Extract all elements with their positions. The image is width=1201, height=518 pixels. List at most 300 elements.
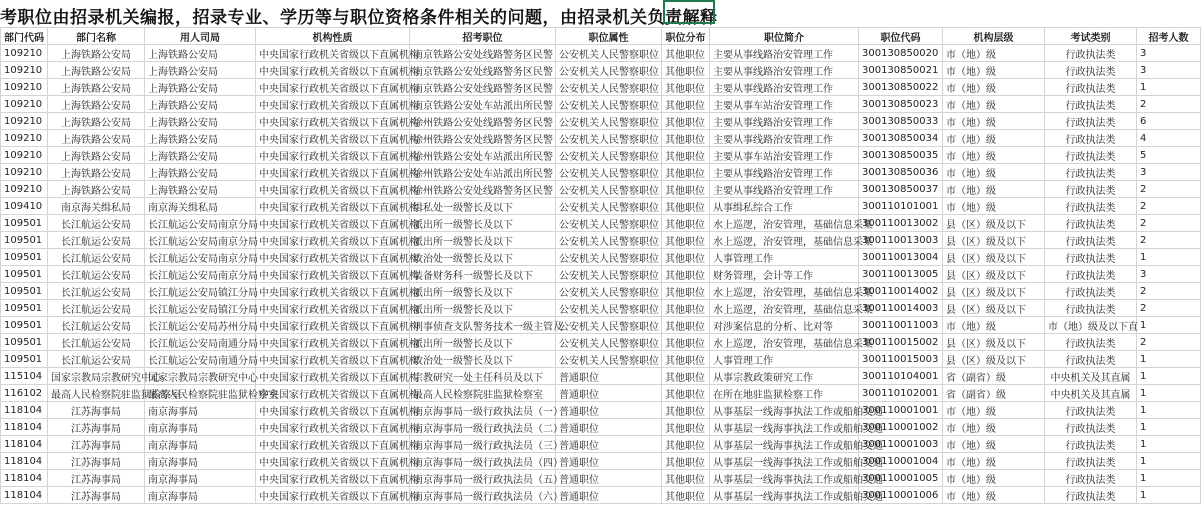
table-cell[interactable]: 公安机关人民警察职位 bbox=[556, 198, 662, 215]
table-cell[interactable]: 中央国家行政机关省级以下直属机构 bbox=[256, 283, 410, 300]
table-cell[interactable]: 其他职位 bbox=[662, 215, 710, 232]
table-row[interactable] bbox=[1, 266, 1201, 283]
table-row[interactable] bbox=[1, 385, 1201, 402]
table-cell[interactable]: 上海铁路公安局 bbox=[48, 45, 145, 62]
table-cell[interactable]: 行政执法类 bbox=[1045, 62, 1137, 79]
table-cell[interactable]: 300110001004 bbox=[859, 453, 943, 470]
table-row[interactable] bbox=[1, 334, 1201, 351]
table-cell[interactable]: 财务管理，会计等工作 bbox=[710, 266, 859, 283]
table-cell[interactable]: 从事基层一线海事执法工作或船舶交通 bbox=[710, 470, 859, 487]
table-cell[interactable]: 300130850023 bbox=[859, 96, 943, 113]
table-row[interactable] bbox=[1, 453, 1201, 470]
table-cell[interactable]: 南京铁路公安处线路警务区民警 bbox=[410, 45, 556, 62]
table-cell[interactable]: 中央国家行政机关省级以下直属机构 bbox=[256, 453, 410, 470]
column-header[interactable]: 招考人数 bbox=[1137, 28, 1201, 45]
table-cell[interactable]: 300110015002 bbox=[859, 334, 943, 351]
table-cell[interactable]: 县（区）级及以下 bbox=[943, 215, 1045, 232]
table-cell[interactable]: 2 bbox=[1137, 283, 1201, 300]
table-row[interactable] bbox=[1, 470, 1201, 487]
table-cell[interactable]: 行政执法类 bbox=[1045, 45, 1137, 62]
column-header[interactable]: 招考职位 bbox=[410, 28, 556, 45]
table-cell[interactable]: 109501 bbox=[1, 283, 48, 300]
table-cell[interactable]: 县（区）级及以下 bbox=[943, 266, 1045, 283]
table-row[interactable] bbox=[1, 96, 1201, 113]
table-cell[interactable]: 行政执法类 bbox=[1045, 164, 1137, 181]
table-cell[interactable]: 水上巡逻，治安管理，基础信息采集 bbox=[710, 215, 859, 232]
table-cell[interactable]: 上海铁路公安局 bbox=[48, 147, 145, 164]
table-cell[interactable]: 中央国家行政机关省级以下直属机构 bbox=[256, 232, 410, 249]
table-cell[interactable]: 长江航运公安局 bbox=[48, 249, 145, 266]
table-cell[interactable]: 从事基层一线海事执法工作或船舶交通 bbox=[710, 453, 859, 470]
table-cell[interactable]: 300130850034 bbox=[859, 130, 943, 147]
table-cell[interactable]: 南京海事局 bbox=[145, 402, 256, 419]
table-cell[interactable]: 2 bbox=[1137, 300, 1201, 317]
table-cell[interactable]: 1 bbox=[1137, 453, 1201, 470]
table-cell[interactable]: 主要从事车站治安管理工作 bbox=[710, 147, 859, 164]
table-cell[interactable]: 派出所一级警长及以下 bbox=[410, 300, 556, 317]
table-cell[interactable]: 中央国家行政机关省级以下直属机构 bbox=[256, 334, 410, 351]
spreadsheet-grid[interactable] bbox=[0, 27, 1201, 504]
table-cell[interactable]: 水上巡逻，治安管理，基础信息采集 bbox=[710, 334, 859, 351]
table-cell[interactable]: 1 bbox=[1137, 368, 1201, 385]
table-cell[interactable]: 上海铁路公安局 bbox=[145, 181, 256, 198]
table-cell[interactable]: 最高人民检察院驻监狱检察室 bbox=[48, 385, 145, 402]
column-header[interactable]: 职位代码 bbox=[859, 28, 943, 45]
table-cell[interactable]: 其他职位 bbox=[662, 368, 710, 385]
table-row[interactable] bbox=[1, 181, 1201, 198]
table-cell[interactable]: 政治处一级警长及以下 bbox=[410, 249, 556, 266]
table-cell[interactable]: 上海铁路公安局 bbox=[145, 164, 256, 181]
table-cell[interactable]: 中央国家行政机关省级以下直属机构 bbox=[256, 181, 410, 198]
table-cell[interactable]: 江苏海事局 bbox=[48, 470, 145, 487]
table-cell[interactable]: 行政执法类 bbox=[1045, 130, 1137, 147]
table-cell[interactable]: 中央国家行政机关省级以下直属机构 bbox=[256, 215, 410, 232]
table-cell[interactable]: 109210 bbox=[1, 62, 48, 79]
table-cell[interactable]: 其他职位 bbox=[662, 249, 710, 266]
table-cell[interactable]: 南京海事局 bbox=[145, 419, 256, 436]
table-cell[interactable]: 省（副省）级 bbox=[943, 385, 1045, 402]
table-cell[interactable]: 2 bbox=[1137, 334, 1201, 351]
column-header[interactable]: 机构层级 bbox=[943, 28, 1045, 45]
table-cell[interactable]: 行政执法类 bbox=[1045, 351, 1137, 368]
table-cell[interactable]: 其他职位 bbox=[662, 62, 710, 79]
table-cell[interactable]: 109210 bbox=[1, 79, 48, 96]
table-cell[interactable]: 行政执法类 bbox=[1045, 181, 1137, 198]
table-cell[interactable]: 江苏海事局 bbox=[48, 453, 145, 470]
table-cell[interactable]: 南京海关缉私局 bbox=[48, 198, 145, 215]
table-cell[interactable]: 其他职位 bbox=[662, 487, 710, 504]
table-cell[interactable]: 行政执法类 bbox=[1045, 283, 1137, 300]
table-cell[interactable]: 中央国家行政机关省级以下直属机构 bbox=[256, 436, 410, 453]
table-cell[interactable]: 主要从事线路治安管理工作 bbox=[710, 79, 859, 96]
table-cell[interactable]: 主要从事线路治安管理工作 bbox=[710, 113, 859, 130]
table-cell[interactable]: 中央机关及其直属 bbox=[1045, 368, 1137, 385]
table-cell[interactable]: 300110001003 bbox=[859, 436, 943, 453]
table-cell[interactable]: 南京海事局一级行政执法员（五） bbox=[410, 470, 556, 487]
table-cell[interactable]: 109501 bbox=[1, 232, 48, 249]
table-cell[interactable]: 市（地）级 bbox=[943, 487, 1045, 504]
table-cell[interactable]: 行政执法类 bbox=[1045, 113, 1137, 130]
table-cell[interactable]: 市（地）级 bbox=[943, 419, 1045, 436]
table-cell[interactable]: 中央国家行政机关省级以下直属机构 bbox=[256, 266, 410, 283]
table-cell[interactable]: 从事基层一线海事执法工作或船舶交通 bbox=[710, 487, 859, 504]
table-cell[interactable]: 300110011003 bbox=[859, 317, 943, 334]
table-cell[interactable]: 300110014002 bbox=[859, 283, 943, 300]
table-row[interactable] bbox=[1, 436, 1201, 453]
table-cell[interactable]: 江苏海事局 bbox=[48, 419, 145, 436]
table-cell[interactable]: 派出所一级警长及以下 bbox=[410, 334, 556, 351]
table-cell[interactable]: 其他职位 bbox=[662, 283, 710, 300]
table-cell[interactable]: 118104 bbox=[1, 436, 48, 453]
table-cell[interactable]: 省（副省）级 bbox=[943, 368, 1045, 385]
table-cell[interactable]: 中央国家行政机关省级以下直属机构 bbox=[256, 470, 410, 487]
table-cell[interactable]: 普通职位 bbox=[556, 470, 662, 487]
table-cell[interactable]: 主要从事线路治安管理工作 bbox=[710, 45, 859, 62]
table-cell[interactable]: 普通职位 bbox=[556, 368, 662, 385]
table-cell[interactable]: 派出所一级警长及以下 bbox=[410, 232, 556, 249]
table-cell[interactable]: 109501 bbox=[1, 334, 48, 351]
table-cell[interactable]: 109210 bbox=[1, 45, 48, 62]
table-cell[interactable]: 其他职位 bbox=[662, 402, 710, 419]
table-cell[interactable]: 公安机关人民警察职位 bbox=[556, 351, 662, 368]
table-cell[interactable]: 1 bbox=[1137, 351, 1201, 368]
table-cell[interactable]: 300130850037 bbox=[859, 181, 943, 198]
table-cell[interactable]: 江苏海事局 bbox=[48, 487, 145, 504]
table-cell[interactable]: 徐州铁路公安处线路警务区民警 bbox=[410, 113, 556, 130]
table-row[interactable] bbox=[1, 283, 1201, 300]
table-cell[interactable]: 上海铁路公安局 bbox=[48, 164, 145, 181]
table-cell[interactable]: 市（地）级 bbox=[943, 79, 1045, 96]
table-row[interactable] bbox=[1, 487, 1201, 504]
table-row[interactable] bbox=[1, 130, 1201, 147]
table-cell[interactable]: 南京铁路公安处线路警务区民警 bbox=[410, 79, 556, 96]
table-cell[interactable]: 其他职位 bbox=[662, 130, 710, 147]
table-cell[interactable]: 上海铁路公安局 bbox=[145, 130, 256, 147]
table-cell[interactable]: 行政执法类 bbox=[1045, 249, 1137, 266]
table-cell[interactable]: 中央国家行政机关省级以下直属机构 bbox=[256, 79, 410, 96]
table-cell[interactable]: 南京海事局一级行政执法员（二） bbox=[410, 419, 556, 436]
table-cell[interactable]: 南京海关缉私局 bbox=[145, 198, 256, 215]
table-cell[interactable]: 从事宗教政策研究工作 bbox=[710, 368, 859, 385]
table-cell[interactable]: 国家宗教局宗教研究中心 bbox=[48, 368, 145, 385]
column-header[interactable]: 考试类别 bbox=[1045, 28, 1137, 45]
table-cell[interactable]: 其他职位 bbox=[662, 198, 710, 215]
table-cell[interactable]: 5 bbox=[1137, 147, 1201, 164]
table-cell[interactable]: 300110013004 bbox=[859, 249, 943, 266]
table-cell[interactable]: 行政执法类 bbox=[1045, 334, 1137, 351]
table-cell[interactable]: 109501 bbox=[1, 300, 48, 317]
table-cell[interactable]: 109501 bbox=[1, 266, 48, 283]
table-cell[interactable]: 109210 bbox=[1, 164, 48, 181]
table-cell[interactable]: 118104 bbox=[1, 419, 48, 436]
table-cell[interactable]: 南京海事局 bbox=[145, 487, 256, 504]
table-cell[interactable]: 人事管理工作 bbox=[710, 249, 859, 266]
table-cell[interactable]: 公安机关人民警察职位 bbox=[556, 317, 662, 334]
table-cell[interactable]: 行政执法类 bbox=[1045, 215, 1137, 232]
table-cell[interactable]: 南京海事局 bbox=[145, 470, 256, 487]
table-cell[interactable]: 从事基层一线海事执法工作或船舶交通 bbox=[710, 419, 859, 436]
table-cell[interactable]: 上海铁路公安局 bbox=[145, 79, 256, 96]
table-cell[interactable]: 中央国家行政机关省级以下直属机构 bbox=[256, 45, 410, 62]
table-cell[interactable]: 长江航运公安局镇江分局 bbox=[145, 283, 256, 300]
table-cell[interactable]: 中央国家行政机关省级以下直属机构 bbox=[256, 198, 410, 215]
table-cell[interactable]: 长江航运公安局 bbox=[48, 232, 145, 249]
table-cell[interactable]: 从事缉私综合工作 bbox=[710, 198, 859, 215]
table-cell[interactable]: 公安机关人民警察职位 bbox=[556, 147, 662, 164]
table-cell[interactable]: 118104 bbox=[1, 487, 48, 504]
table-cell[interactable]: 政治处一级警长及以下 bbox=[410, 351, 556, 368]
table-cell[interactable]: 上海铁路公安局 bbox=[145, 62, 256, 79]
table-cell[interactable]: 市（地）级 bbox=[943, 181, 1045, 198]
table-row[interactable] bbox=[1, 113, 1201, 130]
table-cell[interactable]: 市（地）级 bbox=[943, 130, 1045, 147]
table-cell[interactable]: 市（地）级 bbox=[943, 62, 1045, 79]
table-cell[interactable]: 江苏海事局 bbox=[48, 402, 145, 419]
table-cell[interactable]: 派出所一级警长及以下 bbox=[410, 215, 556, 232]
table-cell[interactable]: 公安机关人民警察职位 bbox=[556, 79, 662, 96]
table-cell[interactable]: 中央国家行政机关省级以下直属机构 bbox=[256, 249, 410, 266]
column-header[interactable]: 部门代码 bbox=[1, 28, 48, 45]
table-cell[interactable]: 上海铁路公安局 bbox=[48, 62, 145, 79]
table-cell[interactable]: 其他职位 bbox=[662, 181, 710, 198]
table-cell[interactable]: 6 bbox=[1137, 113, 1201, 130]
table-cell[interactable]: 300110001001 bbox=[859, 402, 943, 419]
table-cell[interactable]: 国家宗教局宗教研究中心 bbox=[145, 368, 256, 385]
table-cell[interactable]: 300130850033 bbox=[859, 113, 943, 130]
table-cell[interactable]: 行政执法类 bbox=[1045, 402, 1137, 419]
table-cell[interactable]: 2 bbox=[1137, 181, 1201, 198]
table-cell[interactable]: 水上巡逻，治安管理，基础信息采集 bbox=[710, 283, 859, 300]
sheet-title[interactable]: 考职位由招录机关编报，招录专业、学历等与职位资格条件相关的问题，由招录机关负责解释 bbox=[0, 8, 718, 28]
table-cell[interactable]: 300110013003 bbox=[859, 232, 943, 249]
table-cell[interactable]: 公安机关人民警察职位 bbox=[556, 113, 662, 130]
table-cell[interactable]: 徐州铁路公安处线路警务区民警 bbox=[410, 130, 556, 147]
table-row[interactable] bbox=[1, 402, 1201, 419]
table-cell[interactable]: 普通职位 bbox=[556, 385, 662, 402]
table-cell[interactable]: 中央国家行政机关省级以下直属机构 bbox=[256, 385, 410, 402]
table-cell[interactable]: 上海铁路公安局 bbox=[145, 96, 256, 113]
table-cell[interactable]: 109501 bbox=[1, 215, 48, 232]
table-cell[interactable]: 县（区）级及以下 bbox=[943, 232, 1045, 249]
table-cell[interactable]: 从事基层一线海事执法工作或船舶交通 bbox=[710, 436, 859, 453]
table-cell[interactable]: 118104 bbox=[1, 402, 48, 419]
table-cell[interactable]: 市（地）级 bbox=[943, 96, 1045, 113]
table-cell[interactable]: 1 bbox=[1137, 385, 1201, 402]
table-cell[interactable]: 从事基层一线海事执法工作或船舶交通 bbox=[710, 402, 859, 419]
table-cell[interactable]: 普通职位 bbox=[556, 402, 662, 419]
table-cell[interactable]: 长江航运公安局 bbox=[48, 215, 145, 232]
table-cell[interactable]: 水上巡逻，治安管理，基础信息采集 bbox=[710, 300, 859, 317]
table-cell[interactable]: 2 bbox=[1137, 215, 1201, 232]
table-cell[interactable]: 其他职位 bbox=[662, 232, 710, 249]
table-cell[interactable]: 长江航运公安局 bbox=[48, 334, 145, 351]
table-cell[interactable]: 在所在地驻监狱检察工作 bbox=[710, 385, 859, 402]
table-cell[interactable]: 行政执法类 bbox=[1045, 487, 1137, 504]
table-cell[interactable]: 109210 bbox=[1, 130, 48, 147]
table-cell[interactable]: 徐州铁路公安处线路警务区民警 bbox=[410, 181, 556, 198]
table-row[interactable] bbox=[1, 164, 1201, 181]
table-cell[interactable]: 最高人民检察院驻监狱检察室 bbox=[410, 385, 556, 402]
table-cell[interactable]: 行政执法类 bbox=[1045, 79, 1137, 96]
table-cell[interactable]: 其他职位 bbox=[662, 79, 710, 96]
table-cell[interactable]: 上海铁路公安局 bbox=[48, 130, 145, 147]
table-cell[interactable]: 水上巡逻，治安管理，基础信息采集 bbox=[710, 232, 859, 249]
table-cell[interactable]: 长江航运公安局 bbox=[48, 317, 145, 334]
table-cell[interactable]: 公安机关人民警察职位 bbox=[556, 45, 662, 62]
table-cell[interactable]: 1 bbox=[1137, 79, 1201, 96]
column-header[interactable]: 职位属性 bbox=[556, 28, 662, 45]
table-cell[interactable]: 其他职位 bbox=[662, 317, 710, 334]
table-cell[interactable]: 上海铁路公安局 bbox=[48, 96, 145, 113]
table-cell[interactable]: 市（地）级 bbox=[943, 470, 1045, 487]
table-cell[interactable]: 县（区）级及以下 bbox=[943, 351, 1045, 368]
table-cell[interactable]: 公安机关人民警察职位 bbox=[556, 215, 662, 232]
table-cell[interactable]: 主要从事线路治安管理工作 bbox=[710, 62, 859, 79]
table-cell[interactable]: 公安机关人民警察职位 bbox=[556, 62, 662, 79]
table-cell[interactable]: 主要从事线路治安管理工作 bbox=[710, 181, 859, 198]
table-cell[interactable]: 3 bbox=[1137, 164, 1201, 181]
table-cell[interactable]: 300130850022 bbox=[859, 79, 943, 96]
table-cell[interactable]: 缉私处一级警长及以下 bbox=[410, 198, 556, 215]
table-cell[interactable]: 长江航运公安局南京分局 bbox=[145, 215, 256, 232]
table-cell[interactable]: 其他职位 bbox=[662, 334, 710, 351]
table-cell[interactable]: 其他职位 bbox=[662, 351, 710, 368]
table-cell[interactable]: 公安机关人民警察职位 bbox=[556, 130, 662, 147]
table-cell[interactable]: 中央国家行政机关省级以下直属机构 bbox=[256, 96, 410, 113]
table-row[interactable] bbox=[1, 45, 1201, 62]
table-cell[interactable]: 装备财务科一级警长及以下 bbox=[410, 266, 556, 283]
table-cell[interactable]: 1 bbox=[1137, 436, 1201, 453]
table-cell[interactable]: 109210 bbox=[1, 96, 48, 113]
table-cell[interactable]: 300110104001 bbox=[859, 368, 943, 385]
table-cell[interactable]: 公安机关人民警察职位 bbox=[556, 164, 662, 181]
column-header[interactable]: 职位分布 bbox=[662, 28, 710, 45]
table-cell[interactable]: 300130850020 bbox=[859, 45, 943, 62]
table-cell[interactable]: 县（区）级及以下 bbox=[943, 249, 1045, 266]
table-cell[interactable]: 1 bbox=[1137, 487, 1201, 504]
table-cell[interactable]: 300110001005 bbox=[859, 470, 943, 487]
table-cell[interactable]: 3 bbox=[1137, 266, 1201, 283]
table-cell[interactable]: 刑事侦查支队警务技术一级主管及 bbox=[410, 317, 556, 334]
table-cell[interactable]: 上海铁路公安局 bbox=[48, 113, 145, 130]
table-cell[interactable]: 300110013005 bbox=[859, 266, 943, 283]
table-cell[interactable]: 南京海事局一级行政执法员（四） bbox=[410, 453, 556, 470]
table-cell[interactable]: 长江航运公安局苏州分局 bbox=[145, 317, 256, 334]
table-cell[interactable]: 市（地）级 bbox=[943, 198, 1045, 215]
table-row[interactable] bbox=[1, 147, 1201, 164]
table-cell[interactable]: 行政执法类 bbox=[1045, 96, 1137, 113]
table-cell[interactable]: 公安机关人民警察职位 bbox=[556, 283, 662, 300]
table-row[interactable] bbox=[1, 232, 1201, 249]
table-cell[interactable]: 300110001002 bbox=[859, 419, 943, 436]
table-cell[interactable]: 115104 bbox=[1, 368, 48, 385]
table-cell[interactable]: 其他职位 bbox=[662, 266, 710, 283]
table-cell[interactable]: 市（地）级 bbox=[943, 453, 1045, 470]
table-cell[interactable]: 300110001006 bbox=[859, 487, 943, 504]
table-cell[interactable]: 109210 bbox=[1, 147, 48, 164]
table-cell[interactable]: 行政执法类 bbox=[1045, 470, 1137, 487]
table-cell[interactable]: 主要从事线路治安管理工作 bbox=[710, 164, 859, 181]
table-cell[interactable]: 公安机关人民警察职位 bbox=[556, 181, 662, 198]
table-cell[interactable]: 南京海事局一级行政执法员（一） bbox=[410, 402, 556, 419]
table-cell[interactable]: 长江航运公安局镇江分局 bbox=[145, 300, 256, 317]
table-cell[interactable]: 主要从事车站治安管理工作 bbox=[710, 96, 859, 113]
column-header[interactable]: 机构性质 bbox=[256, 28, 410, 45]
table-row[interactable] bbox=[1, 300, 1201, 317]
sheet-title-row[interactable] bbox=[0, 0, 1200, 27]
table-cell[interactable]: 1 bbox=[1137, 249, 1201, 266]
table-cell[interactable]: 中央国家行政机关省级以下直属机构 bbox=[256, 317, 410, 334]
table-cell[interactable]: 中央国家行政机关省级以下直属机构 bbox=[256, 62, 410, 79]
table-cell[interactable]: 118104 bbox=[1, 453, 48, 470]
table-row[interactable] bbox=[1, 351, 1201, 368]
table-cell[interactable]: 行政执法类 bbox=[1045, 198, 1137, 215]
table-cell[interactable]: 县（区）级及以下 bbox=[943, 334, 1045, 351]
table-cell[interactable]: 县（区）级及以下 bbox=[943, 283, 1045, 300]
column-header[interactable]: 职位简介 bbox=[710, 28, 859, 45]
table-cell[interactable]: 其他职位 bbox=[662, 419, 710, 436]
table-cell[interactable]: 长江航运公安局南通分局 bbox=[145, 334, 256, 351]
table-cell[interactable]: 公安机关人民警察职位 bbox=[556, 300, 662, 317]
table-row[interactable] bbox=[1, 198, 1201, 215]
table-cell[interactable]: 南京海事局 bbox=[145, 453, 256, 470]
table-cell[interactable]: 公安机关人民警察职位 bbox=[556, 96, 662, 113]
table-cell[interactable]: 中央国家行政机关省级以下直属机构 bbox=[256, 300, 410, 317]
table-cell[interactable]: 300110015003 bbox=[859, 351, 943, 368]
table-cell[interactable]: 其他职位 bbox=[662, 164, 710, 181]
table-cell[interactable]: 其他职位 bbox=[662, 300, 710, 317]
table-cell[interactable]: 上海铁路公安局 bbox=[48, 181, 145, 198]
table-cell[interactable]: 中央机关及其直属 bbox=[1045, 385, 1137, 402]
table-cell[interactable]: 市（地）级 bbox=[943, 164, 1045, 181]
table-cell[interactable]: 109501 bbox=[1, 249, 48, 266]
table-cell[interactable]: 徐州铁路公安处车站派出所民警 bbox=[410, 147, 556, 164]
table-cell[interactable]: 中央国家行政机关省级以下直属机构 bbox=[256, 147, 410, 164]
table-cell[interactable]: 其他职位 bbox=[662, 45, 710, 62]
table-cell[interactable]: 1 bbox=[1137, 317, 1201, 334]
table-cell[interactable]: 徐州铁路公安处车站派出所民警 bbox=[410, 164, 556, 181]
table-cell[interactable]: 2 bbox=[1137, 198, 1201, 215]
table-cell[interactable]: 县（区）级及以下 bbox=[943, 300, 1045, 317]
table-row[interactable] bbox=[1, 79, 1201, 96]
table-cell[interactable]: 主要从事线路治安管理工作 bbox=[710, 130, 859, 147]
table-cell[interactable]: 中央国家行政机关省级以下直属机构 bbox=[256, 113, 410, 130]
table-cell[interactable]: 长江航运公安局 bbox=[48, 283, 145, 300]
table-cell[interactable]: 109501 bbox=[1, 317, 48, 334]
table-row[interactable] bbox=[1, 317, 1201, 334]
table-cell[interactable]: 300130850035 bbox=[859, 147, 943, 164]
table-cell[interactable]: 118104 bbox=[1, 470, 48, 487]
table-row[interactable] bbox=[1, 419, 1201, 436]
table-cell[interactable]: 行政执法类 bbox=[1045, 147, 1137, 164]
table-cell[interactable]: 行政执法类 bbox=[1045, 419, 1137, 436]
table-cell[interactable]: 中央国家行政机关省级以下直属机构 bbox=[256, 164, 410, 181]
table-cell[interactable]: 普通职位 bbox=[556, 487, 662, 504]
table-cell[interactable]: 其他职位 bbox=[662, 147, 710, 164]
table-row[interactable] bbox=[1, 249, 1201, 266]
table-cell[interactable]: 2 bbox=[1137, 232, 1201, 249]
table-cell[interactable]: 其他职位 bbox=[662, 96, 710, 113]
table-cell[interactable]: 南京海事局 bbox=[145, 436, 256, 453]
table-cell[interactable]: 1 bbox=[1137, 470, 1201, 487]
table-cell[interactable]: 宗教研究一处主任科员及以下 bbox=[410, 368, 556, 385]
table-cell[interactable]: 4 bbox=[1137, 130, 1201, 147]
table-cell[interactable]: 300130850036 bbox=[859, 164, 943, 181]
table-cell[interactable]: 长江航运公安局 bbox=[48, 266, 145, 283]
table-cell[interactable]: 普通职位 bbox=[556, 453, 662, 470]
table-cell[interactable]: 其他职位 bbox=[662, 385, 710, 402]
table-cell[interactable]: 116102 bbox=[1, 385, 48, 402]
